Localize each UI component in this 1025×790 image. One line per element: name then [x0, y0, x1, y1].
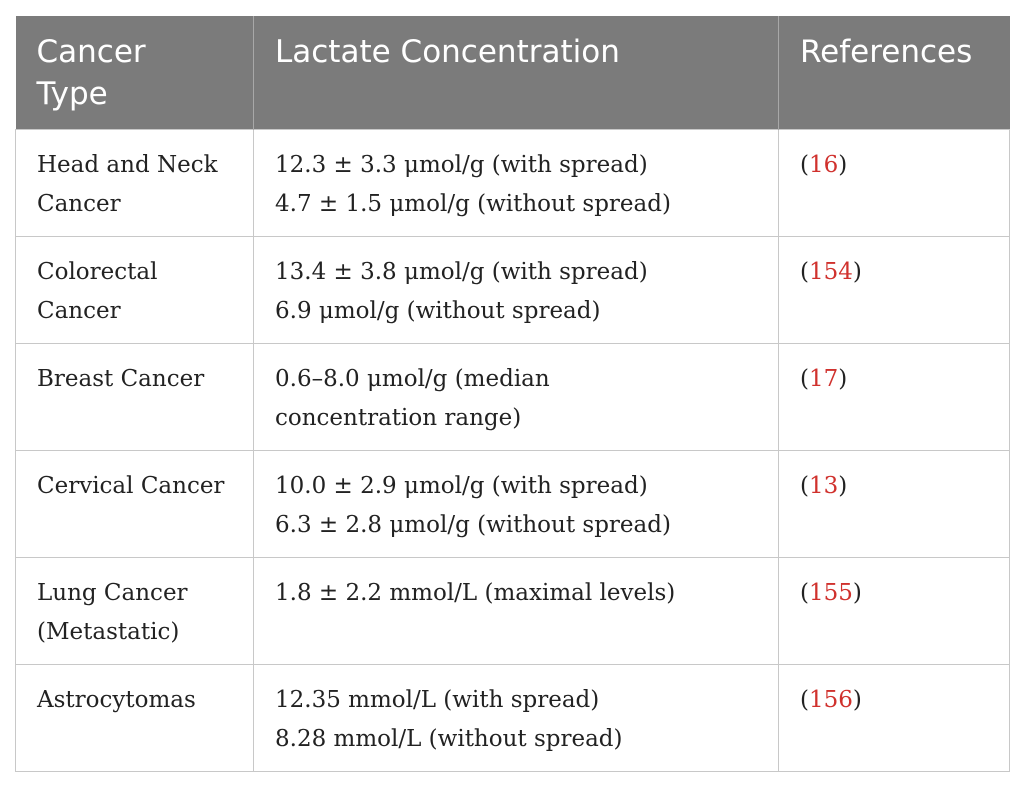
reference-open-paren: (	[800, 366, 809, 392]
reference-cell	[779, 344, 1010, 451]
lactate-concentration-cell	[254, 344, 779, 451]
concentration-text: 13.4 ± 3.8 μmol/g (with spread)	[275, 259, 648, 285]
reference-cell	[779, 451, 1010, 558]
lactate-table-container	[15, 16, 1009, 772]
reference-close-paren: )	[852, 580, 862, 606]
reference-open-paren: (	[800, 687, 809, 713]
reference-open-paren: (	[800, 152, 809, 178]
lactate-concentration-cell	[254, 237, 779, 344]
table-row	[16, 451, 1010, 558]
reference-cell	[779, 665, 1010, 772]
reference-open-paren: (	[800, 259, 809, 285]
table-row	[16, 237, 1010, 344]
cancer-type-text: Head and Neck	[37, 152, 218, 178]
reference-close-paren: )	[852, 687, 862, 713]
reference-cell	[779, 237, 1010, 344]
cancer-type-cell	[16, 344, 254, 451]
lactate-concentration-cell	[254, 558, 779, 665]
header-cancer-type-line-2: Type	[36, 76, 108, 112]
concentration-text: 1.8 ± 2.2 mmol/L (maximal levels)	[275, 580, 676, 606]
lactate-concentration-table	[15, 16, 1010, 772]
concentration-text: 10.0 ± 2.9 μmol/g (with spread)	[275, 473, 648, 499]
reference-cell	[779, 558, 1010, 665]
table-row	[16, 344, 1010, 451]
reference-cell	[779, 130, 1010, 237]
cancer-type-text: Breast Cancer	[37, 366, 205, 392]
cancer-type-cell	[16, 665, 254, 772]
cancer-type-text: (Metastatic)	[37, 619, 180, 645]
cancer-type-cell	[16, 237, 254, 344]
concentration-text: 0.6–8.0 μmol/g (median	[275, 366, 550, 392]
header-row	[16, 16, 1010, 130]
table-body	[16, 130, 1010, 772]
reference-close-paren: )	[852, 259, 862, 285]
concentration-text: 6.9 μmol/g (without spread)	[275, 298, 601, 324]
header-references: References	[779, 16, 1010, 130]
reference-close-paren: )	[838, 152, 848, 178]
lactate-concentration-cell	[254, 665, 779, 772]
lactate-concentration-cell	[254, 130, 779, 237]
cancer-type-cell	[16, 451, 254, 558]
concentration-text: 4.7 ± 1.5 μmol/g (without spread)	[275, 191, 671, 217]
reference-open-paren: (	[800, 580, 809, 606]
reference-close-paren: )	[838, 473, 848, 499]
cancer-type-text: Cancer	[37, 298, 121, 324]
header-cancer-type-line-1: Cancer	[36, 34, 146, 70]
reference-link[interactable]: 156	[808, 687, 853, 713]
concentration-text: concentration range)	[275, 405, 522, 431]
cancer-type-cell	[16, 130, 254, 237]
header-lactate-concentration: Lactate Concentration	[254, 16, 779, 130]
table-row	[16, 558, 1010, 665]
reference-link[interactable]: 17	[808, 366, 839, 392]
concentration-text: 6.3 ± 2.8 μmol/g (without spread)	[275, 512, 671, 538]
cancer-type-text: Cervical Cancer	[37, 473, 225, 499]
cancer-type-cell	[16, 558, 254, 665]
cancer-type-text: Colorectal	[37, 259, 158, 285]
reference-open-paren: (	[800, 473, 809, 499]
reference-link[interactable]: 155	[808, 580, 853, 606]
table-row	[16, 130, 1010, 237]
table-header	[16, 16, 1010, 130]
cancer-type-text: Astrocytomas	[37, 687, 196, 713]
concentration-text: 8.28 mmol/L (without spread)	[275, 726, 623, 752]
reference-close-paren: )	[838, 366, 848, 392]
lactate-concentration-cell	[254, 451, 779, 558]
cancer-type-text: Lung Cancer	[37, 580, 188, 606]
cancer-type-text: Cancer	[37, 191, 121, 217]
reference-link[interactable]: 13	[808, 473, 839, 499]
header-cancer-type	[16, 16, 254, 130]
reference-link[interactable]: 154	[808, 259, 853, 285]
concentration-text: 12.35 mmol/L (with spread)	[275, 687, 600, 713]
reference-link[interactable]: 16	[808, 152, 839, 178]
concentration-text: 12.3 ± 3.3 μmol/g (with spread)	[275, 152, 648, 178]
table-row	[16, 665, 1010, 772]
